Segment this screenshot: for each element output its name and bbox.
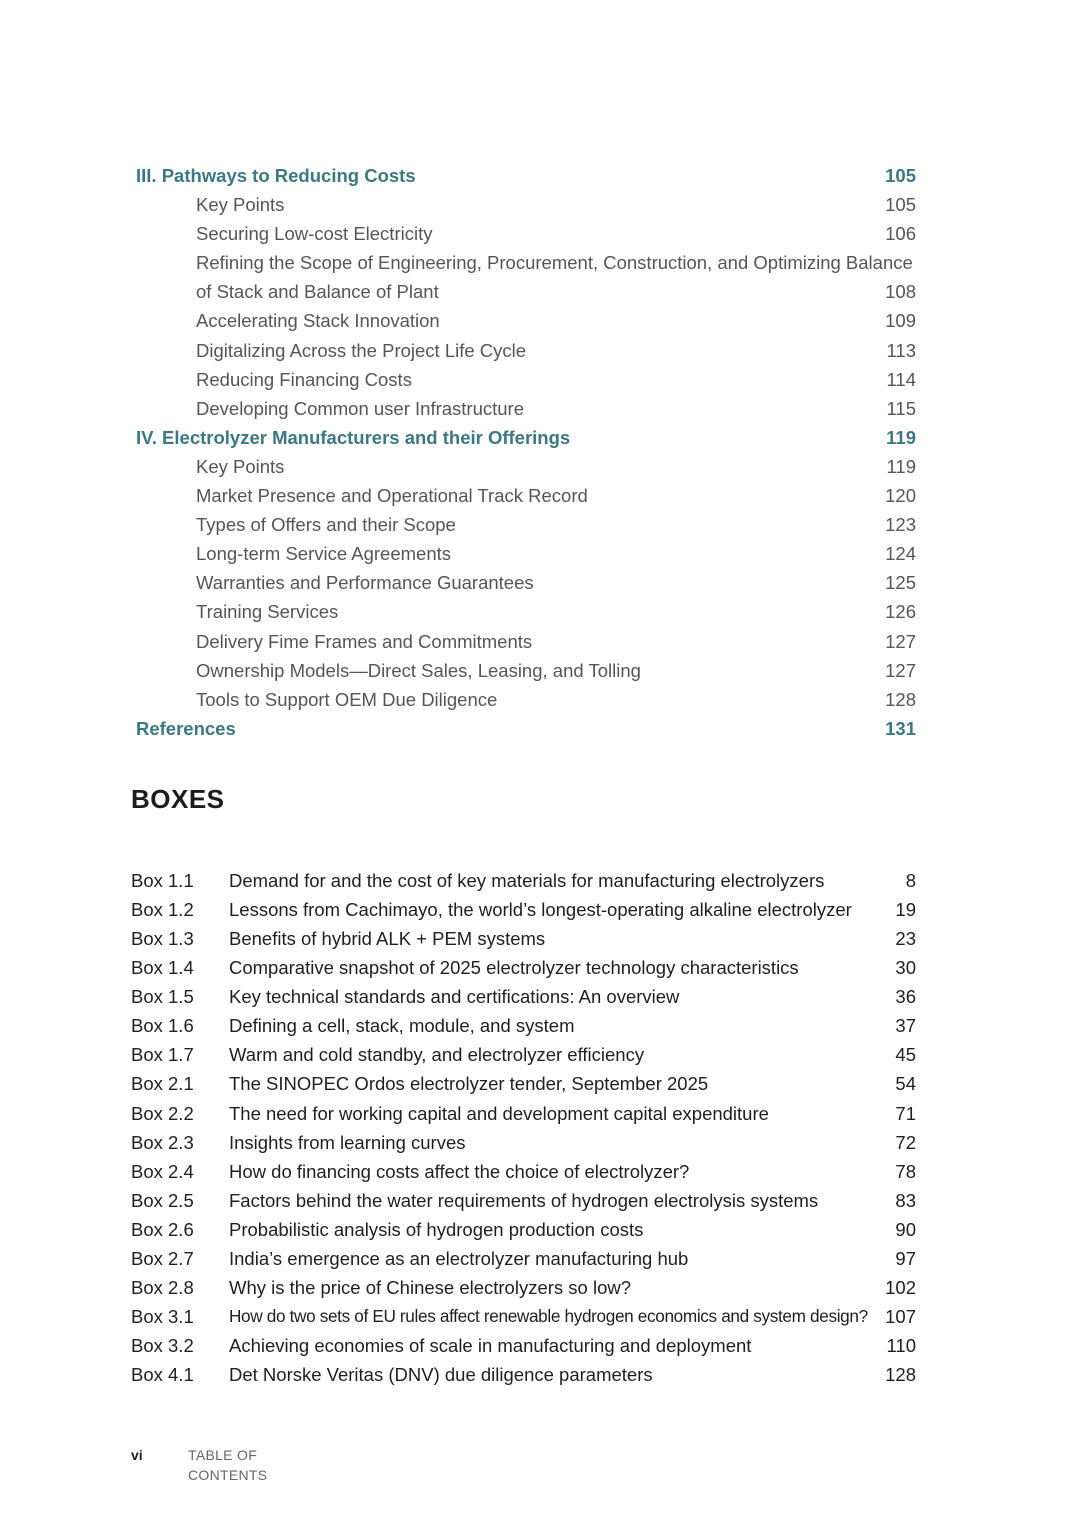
box-list-row[interactable]	[0, 953, 1080, 982]
toc-entry-row[interactable]	[0, 510, 1080, 539]
toc-entry-title: Securing Low-cost Electricity	[196, 223, 433, 245]
box-title: Demand for and the cost of key materials for manufacturing electrolyzers	[229, 870, 825, 891]
box-page-number: 8	[905, 870, 916, 891]
toc-entry-title: Delivery Fime Frames and Commitments	[196, 630, 533, 652]
box-list-row[interactable]	[0, 895, 1080, 924]
box-title: Achieving economies of scale in manufacturing and deployment	[229, 1335, 752, 1356]
toc-entry-row[interactable]	[0, 394, 1080, 423]
box-list-row[interactable]	[0, 1331, 1080, 1360]
box-list-row[interactable]	[0, 1244, 1080, 1273]
box-title: How do two sets of EU rules affect renewable hydrogen economics and system design?	[229, 1305, 868, 1326]
toc-page-number: 127	[885, 659, 916, 681]
box-list-row[interactable]	[0, 866, 1080, 895]
box-title: India’s emergence as an electrolyzer manufacturing hub	[229, 1247, 689, 1269]
page-footer	[131, 1445, 268, 1483]
box-number: Box 3.2	[131, 1335, 194, 1356]
toc-entry-row[interactable]	[0, 277, 1080, 306]
toc-page-number: 126	[885, 601, 916, 623]
boxes-list	[0, 866, 1080, 1389]
box-title: Key technical standards and certifications: An overview	[229, 986, 680, 1008]
toc-entry-title: References	[136, 717, 236, 739]
toc-entry-title: Digitalizing Across the Project Life Cycle	[196, 339, 527, 361]
box-number: Box 1.6	[131, 1015, 194, 1037]
table-of-contents	[0, 161, 1080, 743]
toc-entry-row[interactable]	[0, 248, 1080, 277]
box-title: Lessons from Cachimayo, the world’s longest-operating alkaline electrolyzer	[229, 899, 852, 921]
box-number: Box 2.8	[131, 1276, 194, 1298]
box-number: Box 1.3	[131, 928, 194, 950]
toc-entry-title: Key Points	[196, 455, 285, 477]
box-page-number: 90	[895, 1218, 916, 1240]
box-title: Probabilistic analysis of hydrogen production costs	[229, 1218, 644, 1240]
box-number: Box 1.1	[131, 870, 194, 891]
box-page-number: 72	[895, 1131, 916, 1153]
toc-section-row[interactable]	[0, 423, 1080, 452]
box-title: Comparative snapshot of 2025 electrolyzer technology characteristics	[229, 957, 799, 979]
toc-entry-row[interactable]	[0, 306, 1080, 335]
box-list-row[interactable]	[0, 1128, 1080, 1157]
box-page-number: 97	[895, 1247, 916, 1269]
toc-page-number: 120	[885, 485, 916, 507]
box-title: Factors behind the water requirements of hydrogen electrolysis systems	[229, 1189, 819, 1211]
box-number: Box 1.4	[131, 957, 194, 979]
box-title: Insights from learning curves	[229, 1131, 466, 1153]
box-list-row[interactable]	[0, 1215, 1080, 1244]
toc-entry-row[interactable]	[0, 336, 1080, 365]
box-list-row[interactable]	[0, 1273, 1080, 1302]
box-number: Box 1.7	[131, 1044, 194, 1066]
box-number: Box 4.1	[131, 1364, 194, 1386]
box-number: Box 1.2	[131, 899, 194, 921]
box-title: Det Norske Veritas (DNV) due diligence parameters	[229, 1364, 653, 1386]
toc-page-number: 128	[885, 688, 916, 710]
box-page-number: 19	[895, 899, 916, 921]
box-list-row[interactable]	[0, 1011, 1080, 1040]
toc-entry-row[interactable]	[0, 452, 1080, 481]
box-page-number: 30	[895, 957, 916, 979]
toc-page-number: 108	[885, 281, 916, 303]
box-title: Benefits of hybrid ALK + PEM systems	[229, 928, 546, 950]
box-page-number: 102	[885, 1276, 916, 1298]
box-title: Why is the price of Chinese electrolyzers so low?	[229, 1276, 632, 1298]
toc-page-number: 106	[885, 223, 916, 245]
toc-page-number: 105	[885, 194, 916, 216]
toc-entry-title: Key Points	[196, 194, 285, 216]
box-title: How do financing costs affect the choice of electrolyzer?	[229, 1160, 690, 1182]
box-list-row[interactable]	[0, 1302, 1080, 1331]
box-number: Box 2.2	[131, 1102, 194, 1124]
toc-page-number: 119	[886, 455, 916, 477]
box-page-number: 37	[895, 1015, 916, 1037]
toc-entry-title: Market Presence and Operational Track Record	[196, 485, 588, 507]
toc-entry-row[interactable]	[0, 597, 1080, 626]
toc-page-number: 119	[886, 426, 916, 448]
box-page-number: 83	[895, 1189, 916, 1211]
box-number: Box 3.1	[131, 1305, 194, 1327]
box-number: Box 2.1	[131, 1073, 194, 1095]
toc-page-number: 114	[886, 368, 916, 390]
toc-entry-title: Long-term Service Agreements	[196, 543, 452, 565]
box-list-row[interactable]	[0, 1360, 1080, 1389]
toc-entry-row[interactable]	[0, 685, 1080, 714]
toc-entry-title: Developing Common user Infrastructure	[196, 397, 525, 419]
box-number: Box 1.5	[131, 986, 194, 1008]
box-page-number: 107	[885, 1305, 916, 1327]
toc-entry-title: Reducing Financing Costs	[196, 368, 412, 390]
toc-entry-title: Tools to Support OEM Due Diligence	[196, 688, 498, 710]
toc-page-number: 109	[885, 310, 916, 332]
toc-entry-row[interactable]	[0, 539, 1080, 568]
box-page-number: 71	[895, 1102, 916, 1124]
box-number: Box 2.3	[131, 1131, 194, 1153]
box-page-number: 36	[895, 986, 916, 1008]
box-number: Box 2.5	[131, 1189, 194, 1211]
box-page-number: 54	[895, 1073, 916, 1095]
box-number: Box 2.7	[131, 1247, 194, 1269]
box-number: Box 2.4	[131, 1160, 194, 1182]
running-footer-label: TABLE OF CONTENTS	[188, 1447, 268, 1483]
box-list-row[interactable]	[0, 1186, 1080, 1215]
toc-entry-row[interactable]	[0, 190, 1080, 219]
toc-entry-title: Refining the Scope of Engineering, Procurement, Construction, and Optimizing Balance	[196, 252, 913, 274]
box-page-number: 128	[885, 1364, 916, 1386]
toc-page-number: 125	[885, 572, 916, 594]
box-list-row[interactable]	[0, 924, 1080, 953]
toc-entry-title: Warranties and Performance Guarantees	[196, 572, 534, 594]
toc-entry-row[interactable]	[0, 365, 1080, 394]
box-list-row[interactable]	[0, 1069, 1080, 1098]
toc-entry-row[interactable]	[0, 219, 1080, 248]
box-list-row[interactable]	[0, 1040, 1080, 1069]
toc-page-number: 123	[885, 514, 916, 536]
page-number: vi	[131, 1447, 143, 1463]
box-number: Box 2.6	[131, 1218, 194, 1240]
box-page-number: 45	[895, 1044, 916, 1066]
toc-page-number: 115	[886, 397, 916, 419]
box-page-number: 23	[895, 928, 916, 950]
toc-entry-title: Training Services	[196, 601, 339, 623]
toc-section-row[interactable]	[0, 161, 1080, 190]
toc-entry-row[interactable]	[0, 481, 1080, 510]
toc-section-row[interactable]	[0, 714, 1080, 743]
toc-page-number: 113	[886, 339, 916, 361]
toc-entry-row[interactable]	[0, 627, 1080, 656]
toc-page-number: 105	[885, 165, 916, 186]
box-page-number: 78	[895, 1160, 916, 1182]
toc-page-number: 124	[885, 543, 916, 565]
box-list-row[interactable]	[0, 1157, 1080, 1186]
toc-page-number: 131	[885, 717, 916, 739]
box-title: The SINOPEC Ordos electrolyzer tender, September 2025	[229, 1073, 709, 1095]
box-list-row[interactable]	[0, 1099, 1080, 1128]
toc-entry-row[interactable]	[0, 568, 1080, 597]
toc-entry-title: IV. Electrolyzer Manufacturers and their Offerings	[136, 426, 571, 448]
box-title: The need for working capital and development capital expenditure	[229, 1102, 769, 1124]
toc-entry-title: of Stack and Balance of Plant	[196, 281, 439, 303]
box-title: Warm and cold standby, and electrolyzer efficiency	[229, 1044, 645, 1066]
toc-entry-title: Ownership Models—Direct Sales, Leasing, and Tolling	[196, 659, 641, 681]
box-page-number: 110	[886, 1335, 916, 1356]
toc-entry-row[interactable]	[0, 656, 1080, 685]
boxes-heading: BOXES	[131, 784, 225, 814]
toc-entry-title: Accelerating Stack Innovation	[196, 310, 440, 332]
toc-entry-title: III. Pathways to Reducing Costs	[136, 165, 416, 186]
box-list-row[interactable]	[0, 982, 1080, 1011]
toc-entry-title: Types of Offers and their Scope	[196, 514, 456, 536]
box-title: Defining a cell, stack, module, and system	[229, 1015, 575, 1037]
toc-page-number: 127	[885, 630, 916, 652]
